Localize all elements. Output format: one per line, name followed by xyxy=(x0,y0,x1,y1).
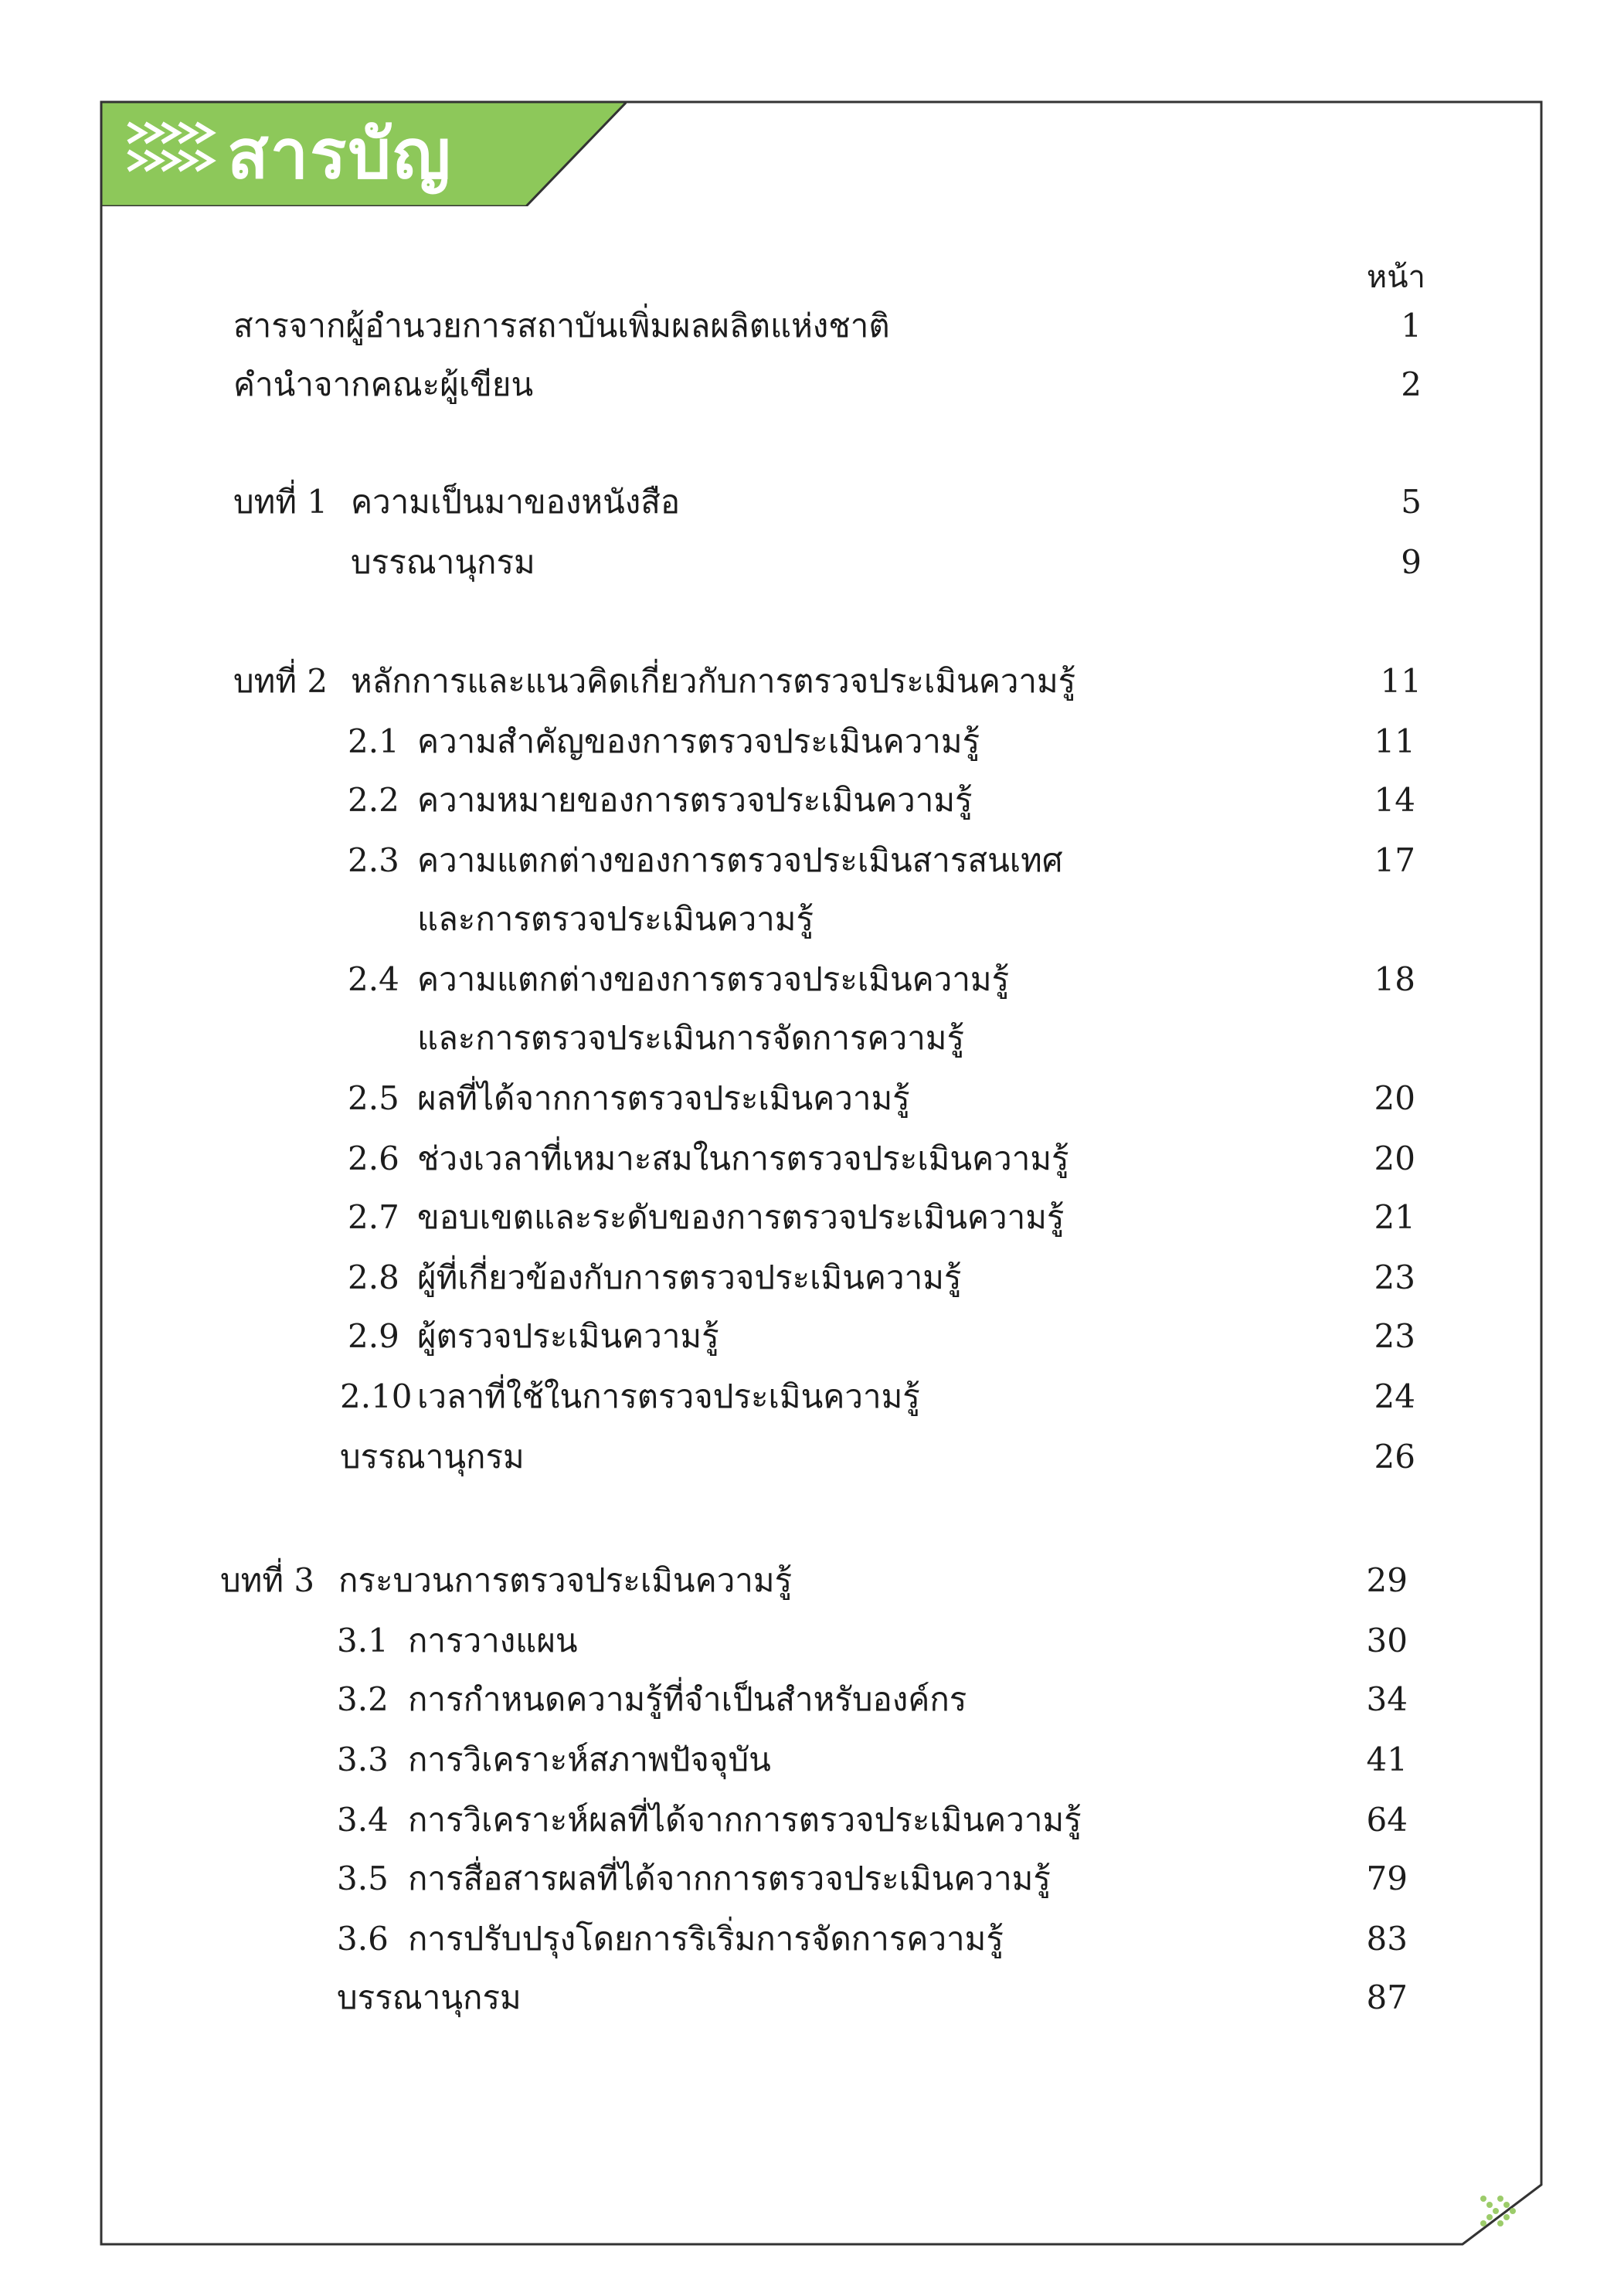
toc-entry-title: ความแตกต่างของการตรวจประเมินความรู้ xyxy=(417,960,1010,998)
toc-section-number: 2.1 xyxy=(348,722,399,760)
toc-entry-page: 64 xyxy=(1366,1801,1408,1839)
toc-entry-title: ผู้ที่เกี่ยวข้องกับการตรวจประเมินความรู้ xyxy=(417,1258,962,1296)
toc-entry-page: 11 xyxy=(1380,662,1422,700)
toc-section-continuation xyxy=(0,1015,1607,1061)
toc-entry-page: 20 xyxy=(1374,1140,1415,1177)
toc-section xyxy=(0,1797,1607,1843)
toc-entry-title: ขอบเขตและระดับของการตรวจประเมินความรู้ xyxy=(417,1198,1065,1236)
toc-entry-title: บรรณานุกรม xyxy=(337,1978,522,2016)
toc-section xyxy=(0,1075,1607,1122)
toc-section xyxy=(0,837,1607,884)
toc-entry-title: เวลาที่ใช้ในการตรวจประเมินความรู้ xyxy=(417,1377,920,1415)
toc-entry-page: 23 xyxy=(1374,1317,1415,1355)
toc-entry xyxy=(0,1975,1607,2021)
toc-entry-page: 9 xyxy=(1401,543,1422,581)
toc-entry-title: การกำหนดความรู้ที่จำเป็นสำหรับองค์กร xyxy=(408,1680,967,1718)
toc-chapter-label: บทที่ 3 xyxy=(220,1561,315,1599)
toc-entry-page: 5 xyxy=(1401,483,1422,521)
toc-section xyxy=(0,1916,1607,1962)
page-title: สารบัญ xyxy=(227,114,453,194)
toc-section xyxy=(0,777,1607,824)
toc-section-number: 2.5 xyxy=(348,1079,399,1117)
toc-entry-title: ความเป็นมาของหนังสือ xyxy=(351,483,681,521)
toc-entry xyxy=(0,303,1607,349)
toc-entry xyxy=(0,1434,1607,1480)
toc-entry-page: 21 xyxy=(1374,1198,1415,1236)
toc-chapter xyxy=(0,479,1607,525)
toc-section xyxy=(0,1737,1607,1783)
toc-entry-title: บรรณานุกรม xyxy=(351,543,535,581)
toc-section-number: 2.4 xyxy=(348,960,399,998)
toc-section xyxy=(0,1676,1607,1723)
toc-entry xyxy=(0,539,1607,586)
toc-entry-title: ความแตกต่างของการตรวจประเมินสารสนเทศ xyxy=(417,841,1063,879)
toc-entry-title: ความหมายของการตรวจประเมินความรู้ xyxy=(417,781,973,819)
toc-section-number: 2.8 xyxy=(348,1258,399,1296)
toc-section xyxy=(0,1194,1607,1241)
toc-entry-title: การวางแผน xyxy=(408,1622,578,1659)
toc-entry-title: การวิเคราะห์สภาพปัจจุบัน xyxy=(408,1741,771,1778)
toc-section xyxy=(0,1255,1607,1301)
toc-entry-title: และการตรวจประเมินความรู้ xyxy=(417,900,814,938)
toc-entry xyxy=(0,362,1607,408)
toc-entry-title: บรรณานุกรม xyxy=(340,1438,525,1476)
toc-entry-page: 1 xyxy=(1401,307,1422,345)
toc-section xyxy=(0,1136,1607,1182)
toc-entry-title: หลักการและแนวคิดเกี่ยวกับการตรวจประเมินความรู้ xyxy=(351,662,1076,700)
toc-section xyxy=(0,1856,1607,1902)
toc-chapter xyxy=(0,658,1607,705)
toc-entry-title: ผู้ตรวจประเมินความรู้ xyxy=(417,1317,719,1355)
toc-section-number: 2.6 xyxy=(348,1140,399,1177)
toc-section xyxy=(0,1313,1607,1360)
toc-section-number: 2.2 xyxy=(348,781,399,819)
toc-entry-title: การปรับปรุงโดยการริเริ่มการจัดการความรู้ xyxy=(408,1920,1004,1958)
toc-entry-page: 11 xyxy=(1374,722,1415,760)
toc-entry-title: ผลที่ได้จากการตรวจประเมินความรู้ xyxy=(417,1079,910,1117)
toc-section-number: 2.10 xyxy=(340,1377,413,1415)
toc-section xyxy=(0,718,1607,765)
toc-entry-title: การสื่อสารผลที่ได้จากการตรวจประเมินความรู้ xyxy=(408,1860,1051,1897)
toc-section-number: 3.4 xyxy=(337,1801,389,1839)
double-chevron-right-icon xyxy=(1477,2192,1528,2236)
toc-entry-page: 14 xyxy=(1374,781,1415,819)
toc-section-number: 2.3 xyxy=(348,841,399,879)
toc-chapter-label: บทที่ 2 xyxy=(233,662,328,700)
toc-entry-page: 29 xyxy=(1366,1561,1408,1599)
toc-section-number: 3.1 xyxy=(337,1622,389,1659)
toc-section xyxy=(0,1618,1607,1664)
toc-entry-page: 41 xyxy=(1366,1741,1408,1778)
toc-entry-page: 17 xyxy=(1374,841,1415,879)
toc-chapter xyxy=(0,1557,1607,1604)
toc-section-number: 3.5 xyxy=(337,1860,389,1897)
toc-section-number: 3.6 xyxy=(337,1920,389,1958)
toc-entry-page: 83 xyxy=(1366,1920,1408,1958)
toc-entry-page: 79 xyxy=(1366,1860,1408,1897)
toc-entry-page: 30 xyxy=(1366,1622,1408,1659)
toc-entry-title: คำนำจากคณะผู้เขียน xyxy=(233,365,534,403)
toc-entry-title: และการตรวจประเมินการจัดการความรู้ xyxy=(417,1019,965,1057)
toc-section-number: 3.3 xyxy=(337,1741,389,1778)
toc-section-number: 2.7 xyxy=(348,1198,399,1236)
toc-chapter-label: บทที่ 1 xyxy=(233,483,328,521)
toc-entry-page: 18 xyxy=(1374,960,1415,998)
toc-entry-page: 2 xyxy=(1401,365,1422,403)
toc-section-number: 2.9 xyxy=(348,1317,399,1355)
toc-entry-title: การวิเคราะห์ผลที่ได้จากการตรวจประเมินความรู้ xyxy=(408,1801,1082,1839)
toc-entry-page: 24 xyxy=(1374,1377,1415,1415)
toc-entry-page: 20 xyxy=(1374,1079,1415,1117)
chevron-arrows-icon xyxy=(124,117,218,178)
toc-section-continuation xyxy=(0,896,1607,943)
toc-section xyxy=(0,956,1607,1003)
toc-section-number: 3.2 xyxy=(337,1680,389,1718)
toc-entry-page: 87 xyxy=(1366,1978,1408,2016)
toc-entry-title: กระบวนการตรวจประเมินความรู้ xyxy=(338,1561,793,1599)
toc-section xyxy=(0,1374,1607,1420)
toc-entry-page: 34 xyxy=(1366,1680,1408,1718)
toc-entry-title: สารจากผู้อำนวยการสถาบันเพิ่มผลผลิตแห่งชาติ xyxy=(233,307,890,345)
toc-entry-page: 23 xyxy=(1374,1258,1415,1296)
toc-entry-page: 26 xyxy=(1374,1438,1415,1476)
toc-entry-title: ช่วงเวลาที่เหมาะสมในการตรวจประเมินความรู้ xyxy=(417,1140,1069,1177)
page-column-label: หน้า xyxy=(1366,260,1425,295)
toc-entry-title: ความสำคัญของการตรวจประเมินความรู้ xyxy=(417,722,980,760)
